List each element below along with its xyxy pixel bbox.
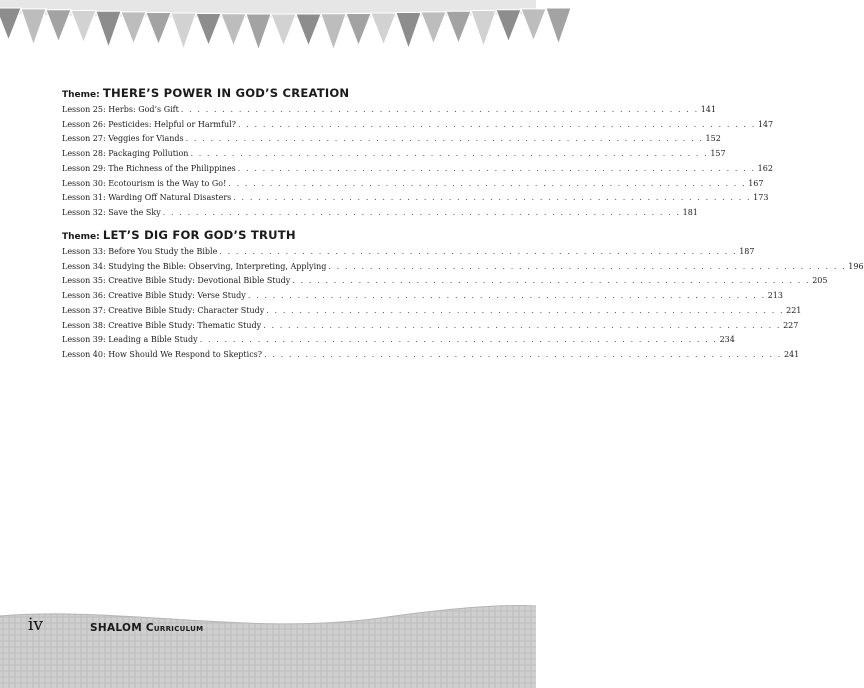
toc-entry bbox=[62, 118, 774, 133]
toc-entry bbox=[62, 260, 864, 275]
lesson-title: Lesson 28: Packaging Pollution bbox=[62, 149, 189, 159]
lesson-title: Lesson 25: Herbs: God’s Gift bbox=[62, 105, 179, 114]
bunting-flag bbox=[371, 13, 396, 45]
dot-leader: . . . . . . . . . . . . . . . . . . . . . . . . . . . . . . . . . . . . . . . . . . . . . . . . . . . . . . . . . . . . . . . bbox=[266, 305, 785, 315]
bunting-flag bbox=[121, 12, 146, 44]
theme-title: LET’S DIG FOR GOD’S TRUTH bbox=[102, 228, 296, 242]
bunting-flag bbox=[296, 14, 321, 46]
dot-leader: . . . . . . . . . . . . . . . . . . . . . . . . . . . . . . . . . . . . . . . . . . . . . . . . . . . . . . . . . . . . . . . bbox=[264, 349, 782, 359]
toc-entry bbox=[62, 132, 721, 147]
lesson-title: Lesson 37: Creative Bible Study: Character Study bbox=[62, 305, 265, 315]
lesson-title: Lesson 35: Creative Bible Study: Devotional Bible Study bbox=[62, 276, 291, 286]
dot-leader: . . . . . . . . . . . . . . . . . . . . . . . . . . . . . . . . . . . . . . . . . . . . . . . . . . . . . . . . . . . . . . . bbox=[237, 119, 756, 129]
lesson-page-number: 147 bbox=[757, 119, 774, 129]
toc-entry bbox=[62, 206, 698, 221]
lesson-title: Lesson 27: Veggies for Viands bbox=[62, 134, 184, 144]
lesson-title: Lesson 36: Creative Bible Study: Verse Study bbox=[62, 291, 246, 301]
bunting-flag bbox=[521, 9, 546, 41]
lesson-title: Lesson 31: Warding Off Natural Disasters bbox=[62, 193, 232, 203]
bunting-flag bbox=[46, 10, 71, 42]
toc-entry bbox=[62, 103, 716, 118]
lesson-page-number: 181 bbox=[682, 207, 698, 217]
dot-leader: . . . . . . . . . . . . . . . . . . . . . . . . . . . . . . . . . . . . . . . . . . . . . . . . . . . . . . . . . . . . . . . bbox=[199, 335, 718, 345]
page-number: iv bbox=[28, 615, 44, 635]
theme-label: Theme: bbox=[62, 232, 100, 242]
lesson-title: Lesson 32: Save the Sky bbox=[62, 207, 161, 217]
bunting-flag bbox=[496, 10, 521, 42]
bunting-flag bbox=[546, 8, 571, 44]
lesson-page-number: 196 bbox=[848, 261, 864, 271]
bunting-flag bbox=[246, 14, 271, 50]
lesson-page-number: 213 bbox=[767, 291, 783, 301]
theme-heading bbox=[62, 86, 463, 100]
toc-entry bbox=[62, 177, 764, 192]
dot-leader: . . . . . . . . . . . . . . . . . . . . . . . . . . . . . . . . . . . . . . . . . . . . . . . . . . . . . . . . . . . . . . . bbox=[247, 291, 766, 301]
bunting-flag bbox=[271, 14, 296, 46]
lesson-page-number: 205 bbox=[812, 276, 828, 286]
toc-entry bbox=[62, 245, 755, 260]
bunting-flag bbox=[21, 9, 46, 45]
lesson-page-number: 173 bbox=[753, 193, 769, 203]
dot-leader: . . . . . . . . . . . . . . . . . . . . . . . . . . . . . . . . . . . . . . . . . . . . . . . . . . . . . . . . . . . . . . . bbox=[328, 261, 847, 271]
theme-label: Theme: bbox=[62, 90, 100, 100]
bunting-flag bbox=[171, 13, 196, 49]
lesson-page-number: 157 bbox=[710, 149, 726, 159]
dot-leader: . . . . . . . . . . . . . . . . . . . . . . . . . . . . . . . . . . . . . . . . . . . . . . . . . . . . . . . . . . . . . . . bbox=[233, 193, 752, 203]
lesson-title: Lesson 33: Before You Study the Bible bbox=[62, 247, 218, 256]
bunting-flag bbox=[0, 8, 21, 40]
toc-entry bbox=[62, 162, 773, 177]
toc-entry bbox=[62, 333, 735, 348]
toc-entry bbox=[62, 147, 726, 162]
lesson-title: Lesson 34: Studying the Bible: Observing, Interpreting, Applying bbox=[62, 261, 327, 271]
lesson-page-number: 227 bbox=[783, 320, 799, 330]
bunting-flag bbox=[346, 13, 371, 45]
lesson-page-number: 187 bbox=[739, 247, 755, 256]
bunting-flag bbox=[71, 10, 96, 42]
toc-entry bbox=[62, 191, 769, 206]
lesson-title: Lesson 39: Leading a Bible Study bbox=[62, 335, 198, 345]
lesson-page-number: 162 bbox=[757, 163, 773, 173]
dot-leader: . . . . . . . . . . . . . . . . . . . . . . . . . . . . . . . . . . . . . . . . . . . . . . . . . . . . . . . . . . . . . . . bbox=[180, 105, 699, 114]
bunting-flag bbox=[196, 13, 221, 45]
dot-leader: . . . . . . . . . . . . . . . . . . . . . . . . . . . . . . . . . . . . . . . . . . . . . . . . . . . . . . . . . . . . . . . bbox=[263, 320, 782, 330]
lesson-page-number: 141 bbox=[700, 105, 716, 114]
lesson-page-number: 241 bbox=[783, 349, 800, 359]
toc-entry bbox=[62, 319, 799, 334]
footer-weave-band bbox=[0, 596, 536, 688]
dot-leader: . . . . . . . . . . . . . . . . . . . . . . . . . . . . . . . . . . . . . . . . . . . . . . . . . . . . . . . . . . . . . . . bbox=[237, 163, 756, 173]
toc-entry bbox=[62, 274, 828, 289]
toc-section-creation bbox=[62, 86, 774, 221]
lesson-title: Lesson 38: Creative Bible Study: Thematic Study bbox=[62, 320, 262, 330]
dot-leader: . . . . . . . . . . . . . . . . . . . . . . . . . . . . . . . . . . . . . . . . . . . . . . . . . . . . . . . . . . . . . . . bbox=[292, 276, 811, 286]
dot-leader: . . . . . . . . . . . . . . . . . . . . . . . . . . . . . . . . . . . . . . . . . . . . . . . . . . . . . . . . . . . . . . . bbox=[228, 178, 747, 188]
bunting-flag bbox=[446, 11, 471, 43]
toc-section-truth bbox=[62, 228, 864, 363]
dot-leader: . . . . . . . . . . . . . . . . . . . . . . . . . . . . . . . . . . . . . . . . . . . . . . . . . . . . . . . . . . . . . . . bbox=[185, 134, 704, 144]
lesson-title: Lesson 30: Ecotourism is the Way to Go! bbox=[62, 178, 227, 188]
lesson-page-number: 234 bbox=[719, 335, 735, 345]
bunting-flag bbox=[146, 13, 171, 45]
dot-leader: . . . . . . . . . . . . . . . . . . . . . . . . . . . . . . . . . . . . . . . . . . . . . . . . . . . . . . . . . . . . . . . bbox=[190, 149, 709, 159]
bunting-flag bbox=[471, 10, 496, 46]
lesson-title: Lesson 29: The Richness of the Philippines bbox=[62, 163, 236, 173]
dot-leader: . . . . . . . . . . . . . . . . . . . . . . . . . . . . . . . . . . . . . . . . . . . . . . . . . . . . . . . . . . . . . . . bbox=[162, 207, 681, 217]
toc-entry bbox=[62, 348, 800, 363]
lesson-title: Lesson 26: Pesticides: Helpful or Harmful? bbox=[62, 119, 236, 129]
bunting-flag bbox=[396, 13, 421, 49]
bunting-flag bbox=[421, 12, 446, 44]
lesson-title: Lesson 40: How Should We Respond to Skeptics? bbox=[62, 349, 263, 359]
curriculum-brand: SHALOM Curriculum bbox=[90, 622, 204, 634]
dot-leader: . . . . . . . . . . . . . . . . . . . . . . . . . . . . . . . . . . . . . . . . . . . . . . . . . . . . . . . . . . . . . . . bbox=[219, 247, 738, 256]
bunting-flag bbox=[321, 14, 346, 50]
bunting-flag bbox=[221, 14, 246, 46]
bunting-banner bbox=[0, 0, 536, 62]
lesson-page-number: 221 bbox=[786, 305, 802, 315]
lesson-page-number: 152 bbox=[705, 134, 721, 144]
theme-heading bbox=[62, 228, 463, 242]
theme-title: THERE’S POWER IN GOD’S CREATION bbox=[102, 86, 350, 100]
toc-entry bbox=[62, 289, 783, 304]
toc-entry bbox=[62, 304, 802, 319]
lesson-page-number: 167 bbox=[748, 178, 764, 188]
bunting-flag bbox=[96, 11, 121, 47]
